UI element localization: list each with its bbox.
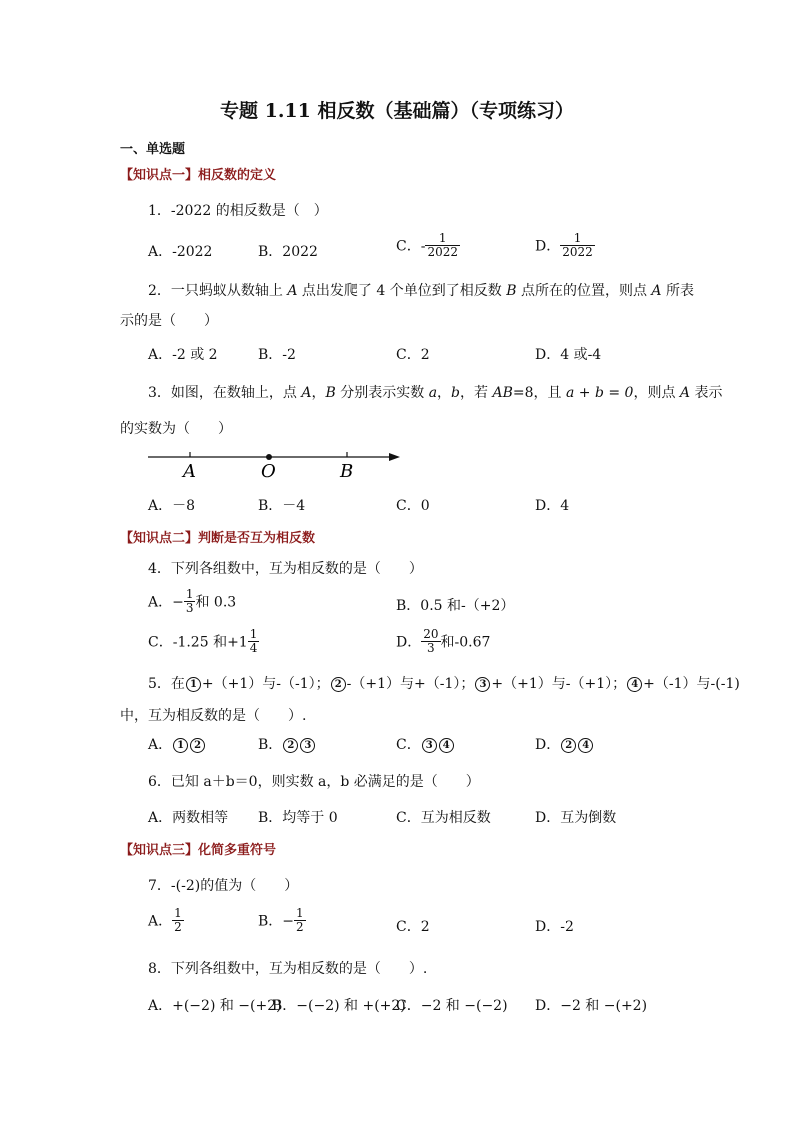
- q1-option-a: A．-2022: [148, 244, 213, 260]
- question-5-stem-line2: 中，互为相反数的是（ ）.: [120, 708, 307, 724]
- q3-option-a: A．－8: [148, 498, 196, 514]
- q4-option-d: D． $\frac{20}{3}$ 和-0.67: [396, 627, 491, 655]
- q6-option-d: D．互为倒数: [535, 810, 617, 826]
- q5-option-c: C． 3 4: [396, 734, 455, 754]
- q8-option-b: B．−(−2) 和 +(+2): [272, 998, 406, 1014]
- knowledge-point-2: 【知识点二】判断是否互为相反数: [120, 531, 316, 546]
- q6-option-b: B．均等于 0: [258, 810, 338, 826]
- q8-option-d: D．−2 和 −(+2): [535, 998, 648, 1014]
- q1-option-c: C．- $\frac{1}{2022}$: [396, 231, 458, 259]
- q3-option-b: B．－4: [258, 498, 306, 514]
- label-a: A: [183, 461, 196, 482]
- question-1-stem: 1．-2022 的相反数是（ ）: [148, 203, 328, 219]
- question-3-stem-line1: 3．如图，在数轴上，点 A，B 分别表示实数 a，b，若 AB=8，且 a + b = 0，则点 A 表示: [148, 385, 723, 401]
- q4-option-a: A．− $\frac{1}{3}$ 和 0.3: [148, 587, 237, 615]
- question-4-stem: 4．下列各组数中，互为相反数的是（ ）: [148, 561, 423, 577]
- q2-option-c: C．2: [396, 347, 430, 363]
- q5-option-b: B． 2 3: [258, 734, 316, 754]
- question-7-stem: 7．-(-2)的值为（ ）: [148, 878, 299, 894]
- number-line-figure: [145, 443, 405, 483]
- question-5-stem-line1: 5．在 1 +（+1）与-（-1）； 2 -（+1）与+（-1）； 3 +（+1）与-（+1）； 4 +（-1）与-(-1): [148, 676, 740, 692]
- q7-option-c: C．2: [396, 919, 430, 935]
- question-3-stem-line2: 的实数为（ ）: [120, 421, 232, 437]
- q6-option-a: A．两数相等: [148, 810, 229, 826]
- number-line-arrow: [389, 453, 400, 461]
- q3-option-c: C．0: [396, 498, 430, 514]
- q8-option-a: A．+(−2) 和 −(+2): [148, 998, 282, 1014]
- q4-option-b: B．0.5 和-（+2）: [396, 598, 515, 614]
- q7-option-a: A． $\frac{1}{2}$: [148, 906, 182, 934]
- q5-option-a: A． 1 2: [148, 734, 206, 754]
- knowledge-point-1: 【知识点一】相反数的定义: [120, 168, 277, 183]
- question-2-stem-line2: 示的是（ ）: [120, 313, 218, 329]
- question-2-stem-line1: 2．一只蚂蚁从数轴上 A 点出发爬了 4 个单位到了相反数 B 点所在的位置，则点 A 所表: [148, 283, 694, 299]
- circled-number-4: 4: [627, 677, 642, 692]
- label-o: O: [261, 461, 276, 482]
- question-8-stem: 8．下列各组数中，互为相反数的是（ ）.: [148, 961, 428, 977]
- q5-option-d: D． 2 4: [535, 734, 594, 754]
- circled-number-3: 3: [475, 677, 490, 692]
- q7-option-b: B．− $\frac{1}{2}$: [258, 906, 304, 934]
- origin-point: [266, 454, 272, 460]
- section-heading: 一、单选题: [120, 142, 186, 157]
- page-title: 专题 1.11 相反数（基础篇）（专项练习）: [219, 100, 574, 122]
- knowledge-point-3: 【知识点三】化简多重符号: [120, 843, 277, 858]
- q6-option-c: C．互为相反数: [396, 810, 491, 826]
- q1-option-b: B．2022: [258, 244, 318, 260]
- q8-option-c: C．−2 和 −(−2): [396, 998, 508, 1014]
- label-b: B: [340, 461, 354, 482]
- q3-option-d: D．4: [535, 498, 570, 514]
- q2-option-d: D．4 或-4: [535, 347, 602, 363]
- circled-number-2: 2: [331, 677, 346, 692]
- q4-option-c: C．-1.25 和+1 $\frac{1}{4}$: [148, 627, 258, 655]
- q1-option-d: D． $\frac{1}{2022}$: [535, 231, 593, 259]
- question-6-stem: 6．已知 a＋b＝0，则实数 a，b 必满足的是（ ）: [148, 774, 480, 790]
- q2-option-a: A．-2 或 2: [148, 347, 218, 363]
- circled-number-1: 1: [186, 677, 201, 692]
- q7-option-d: D．-2: [535, 919, 574, 935]
- q2-option-b: B．-2: [258, 347, 296, 363]
